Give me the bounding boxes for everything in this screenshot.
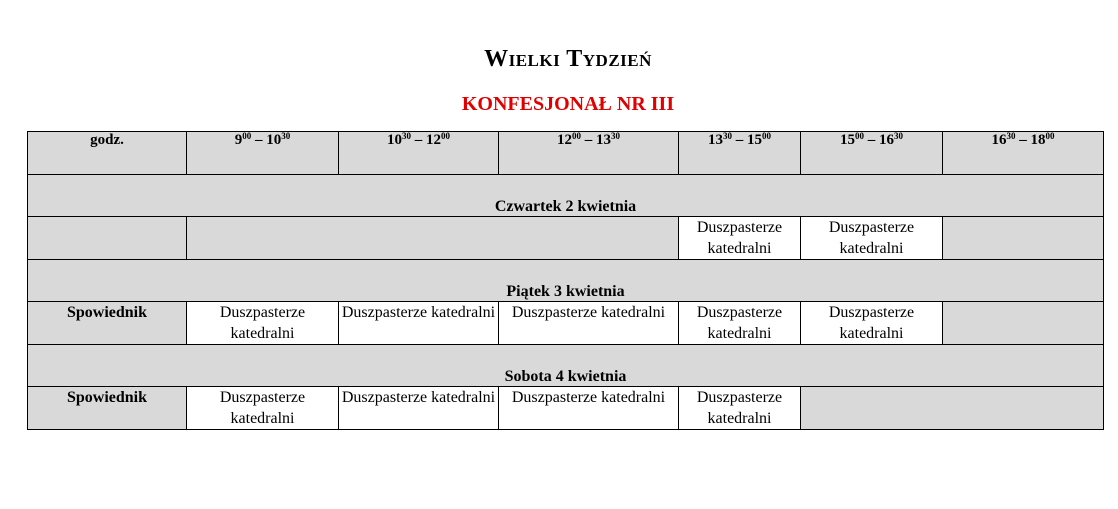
slot-header: $12^{00} - 13^{30}$ bbox=[499, 132, 679, 175]
slot-header: $9^{00} - 10^{30}$ bbox=[187, 132, 339, 175]
slot-header: $10^{30} - 12^{00}$ bbox=[339, 132, 499, 175]
schedule-cell: Duszpasterze katedralni bbox=[499, 302, 679, 345]
empty-cell bbox=[943, 302, 1104, 345]
day-name: Sobota 4 kwietnia bbox=[28, 345, 1104, 387]
day-row bbox=[28, 175, 1104, 217]
schedule-cell: Duszpasterze katedralni bbox=[679, 387, 801, 430]
day-name: Piątek 3 kwietnia bbox=[28, 260, 1104, 302]
slot-header: $15^{00} - 16^{30}$ bbox=[801, 132, 943, 175]
schedule-row bbox=[28, 387, 1104, 430]
empty-cell bbox=[187, 217, 679, 260]
schedule-cell: Duszpasterze katedralni bbox=[499, 387, 679, 430]
row-label: Spowiednik bbox=[28, 387, 187, 430]
schedule-cell: Duszpasterze katedralni bbox=[187, 302, 339, 345]
empty-cell bbox=[943, 217, 1104, 260]
empty-cell bbox=[801, 387, 1104, 430]
schedule-row bbox=[28, 217, 1104, 260]
schedule-cell: Duszpasterze katedralni bbox=[187, 387, 339, 430]
header-row bbox=[28, 132, 1104, 175]
schedule-cell: Duszpasterze katedralni bbox=[801, 217, 943, 260]
schedule-cell: Duszpasterze katedralni bbox=[801, 302, 943, 345]
schedule-row bbox=[28, 302, 1104, 345]
schedule-table bbox=[27, 131, 1104, 430]
schedule-cell: Duszpasterze katedralni bbox=[339, 387, 499, 430]
slot-header: $16^{30} - 18^{00}$ bbox=[943, 132, 1104, 175]
schedule-cell: Duszpasterze katedralni bbox=[679, 217, 801, 260]
slot-header: $13^{30} - 15^{00}$ bbox=[679, 132, 801, 175]
row-label: Spowiednik bbox=[28, 302, 187, 345]
schedule-cell: Duszpasterze katedralni bbox=[679, 302, 801, 345]
day-row bbox=[28, 260, 1104, 302]
row-label bbox=[28, 217, 187, 260]
header-label: godz. bbox=[28, 132, 187, 175]
day-row bbox=[28, 345, 1104, 387]
page-title: Wielki Tydzień bbox=[484, 46, 652, 72]
day-name: Czwartek 2 kwietnia bbox=[28, 175, 1104, 217]
page-subtitle: KONFESJONAŁ NR III bbox=[461, 93, 675, 115]
schedule-cell: Duszpasterze katedralni bbox=[339, 302, 499, 345]
